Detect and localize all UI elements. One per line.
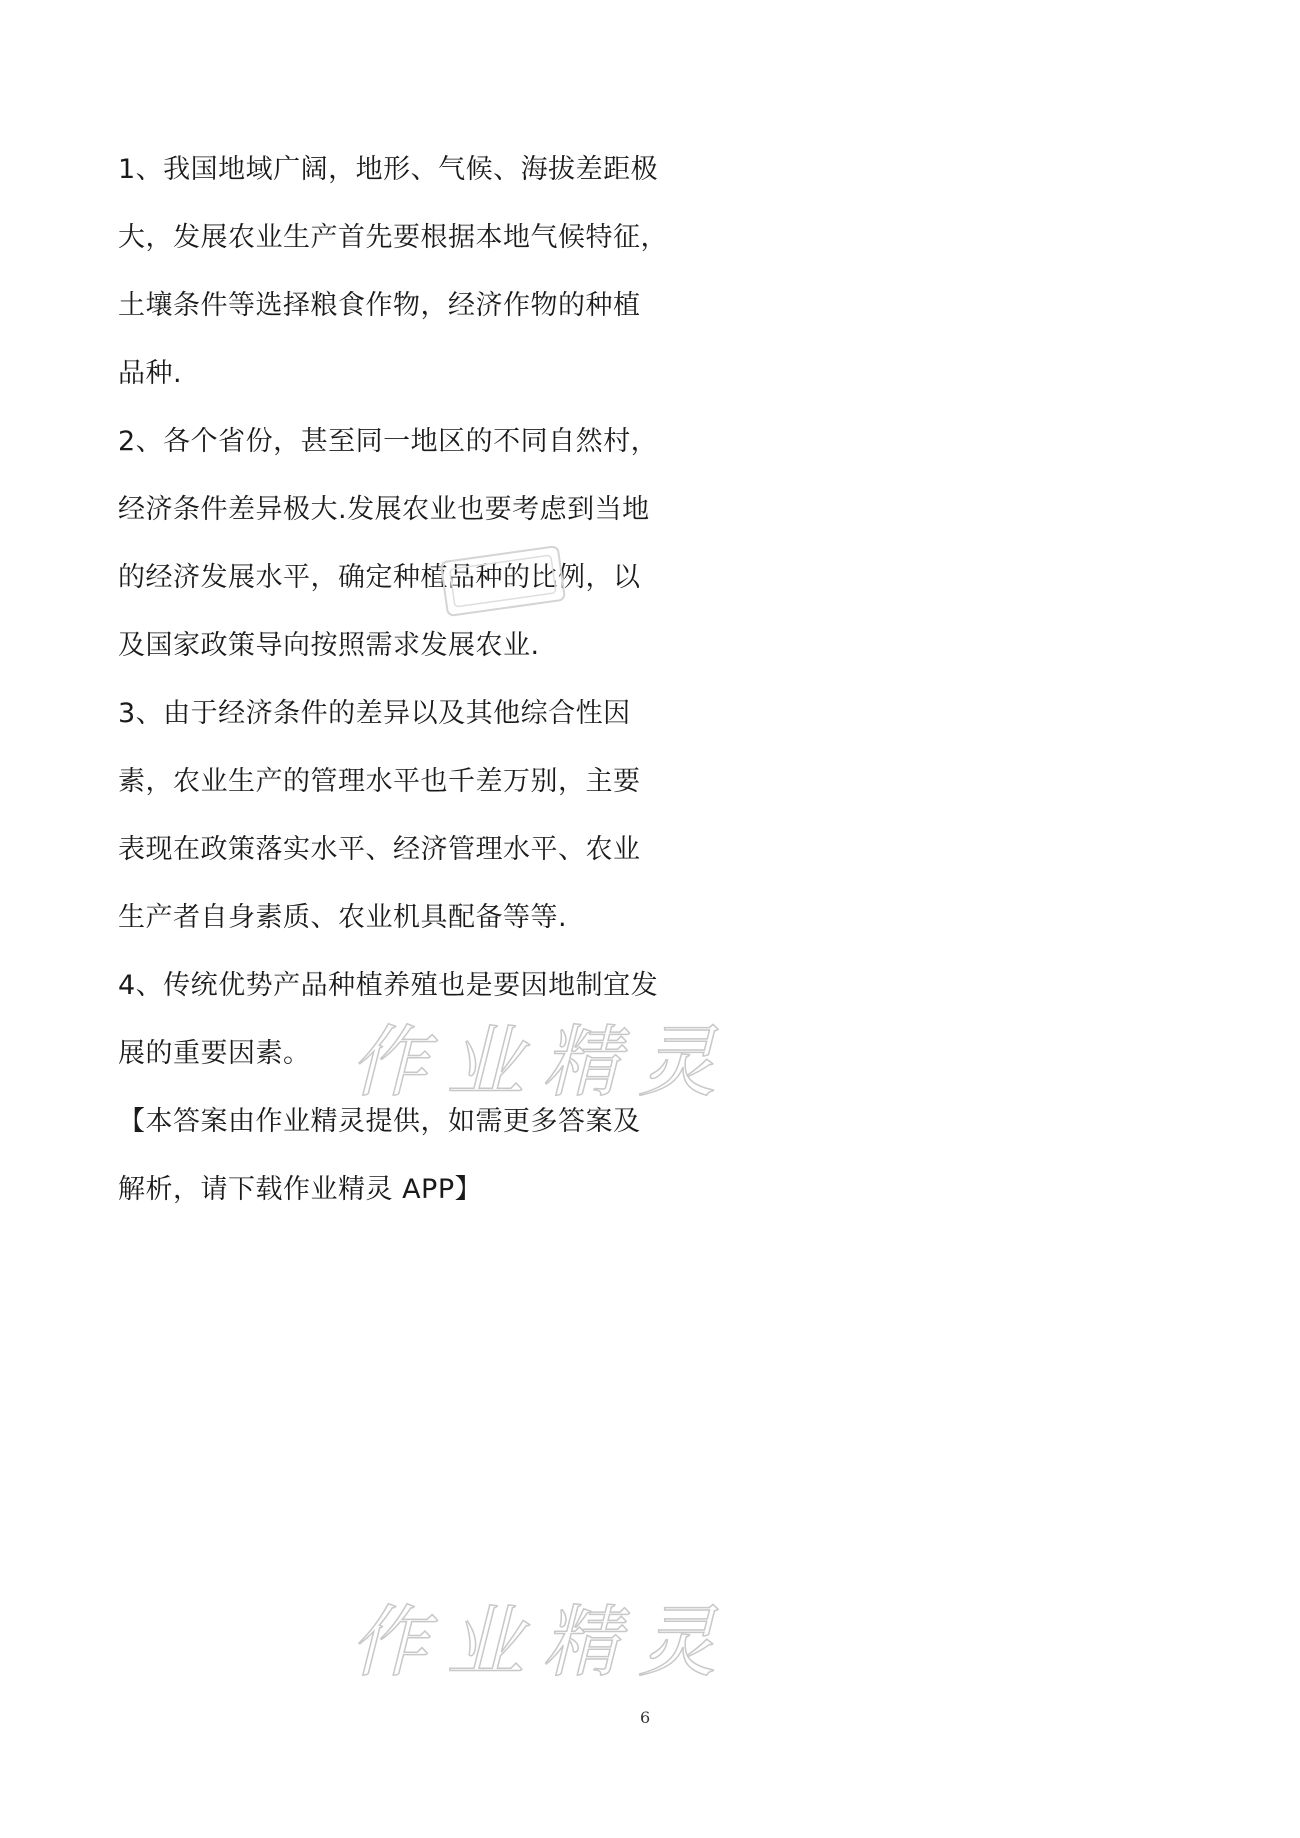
text-line: 素，农业生产的管理水平也千差万别，主要 bbox=[118, 766, 641, 797]
watermark-logo: 作业精灵 bbox=[350, 1018, 735, 1108]
text-line: 及国家政策导向按照需求发展农业. bbox=[118, 630, 540, 661]
text-line: 表现在政策落实水平、经济管理水平、农业 bbox=[118, 834, 641, 865]
watermark-logo: 作业精灵 bbox=[350, 1598, 735, 1688]
text-line: 【本答案由作业精灵提供，如需更多答案及 bbox=[118, 1106, 641, 1137]
text-line: 4、传统优势产品种植养殖也是要因地制宜发 bbox=[118, 970, 659, 1001]
text-line: 2、各个省份，甚至同一地区的不同自然村， bbox=[118, 426, 659, 457]
text-line: 展的重要因素。 bbox=[118, 1038, 311, 1069]
text-line: 经济条件差异极大.发展农业也要考虑到当地 bbox=[118, 494, 650, 525]
text-line: 大，发展农业生产首先要根据本地气候特征， bbox=[118, 222, 668, 253]
text-line: 的经济发展水平，确定种植品种的比例，以 bbox=[118, 562, 641, 593]
text-line: 1、我国地域广阔，地形、气候、海拔差距极 bbox=[118, 154, 659, 185]
text-line: 土壤条件等选择粮食作物，经济作物的种植 bbox=[118, 290, 641, 321]
stamp-watermark bbox=[438, 540, 568, 624]
text-line: 解析，请下载作业精灵 APP】 bbox=[118, 1174, 483, 1205]
text-line: 3、由于经济条件的差异以及其他综合性因 bbox=[118, 698, 631, 729]
page-number: 6 bbox=[640, 1708, 651, 1727]
text-line: 生产者自身素质、农业机具配备等等. bbox=[118, 902, 568, 933]
text-line: 品种. bbox=[118, 358, 183, 389]
